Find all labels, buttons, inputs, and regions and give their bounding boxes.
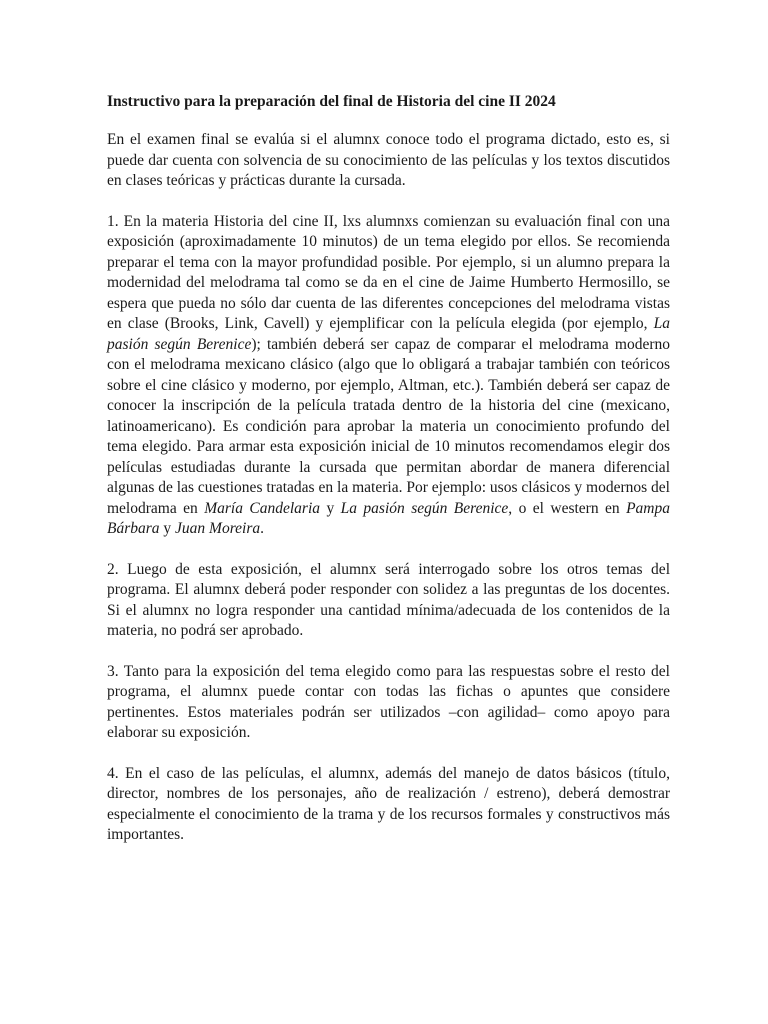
italic-title-text: Pampa Bárbara [107,499,670,537]
italic-title-text: María Candelaria [204,499,321,517]
paragraph-5 [107,764,670,846]
paragraph-2 [107,212,670,540]
paragraph-text: y [159,520,176,537]
paragraph-text: ); también deberá ser capaz de comparar el melodrama moderno con el melodrama mexicano clásico (algo que lo obligará a trabajar también con teóricos sobre el cine clásico y moderno, por ejemplo, Altman, etc.). También deberá ser capaz de conocer la inscripción de la película tratada dentro de la historia del cine (mexicano, latinoamericano). Es condición para aprobar la materia un conocimiento profundo del tema elegido. Para armar esta exposición inicial de 10 minutos recomendamos elegir dos películas estudiadas durante la cursada que permitan abordar de manera diferencial algunas de las cuestiones tratadas en la materia. Por ejemplo: usos clásicos y modernos del melodrama en [107,335,670,517]
paragraph-text: 1. En la materia Historia del cine II, lxs alumnxs comienzan su evaluación final con una exposición (aproximadamente 10 minutos) de un tema elegido por ellos. Se recomienda preparar el tema con la mayor profundidad posible. Por ejemplo, si un alumno prepara la modernidad del melodrama tal como se da en el cine de Jaime Humberto Hermosillo, se espera que pueda no sólo dar cuenta de las diferentes concepciones del melodrama vistas en clase (Brooks, Link, Cavell) y ejemplificar con la película elegida (por ejemplo, [107,212,670,332]
document-title: Instructivo para la preparación del final de Historia del cine II 2024 [107,93,556,110]
document-page [107,92,670,866]
paragraph-1 [107,130,670,192]
paragraph-text: 3. Tanto para la exposición del tema elegido como para las respuestas sobre el resto del programa, el alumnx puede contar con todas las fichas o apuntes que considere pertinentes. Estos materiales podrán ser utilizados –con agilidad– como apoyo para elaborar su exposición. [107,662,670,741]
paragraph-text: En el examen final se evalúa si el alumnx conoce todo el programa dictado, esto es, si puede dar cuenta con solvencia de su conocimiento de las películas y los textos discutidos en clases teóricas y prácticas durante la cursada. [107,131,670,189]
paragraph-4 [107,662,670,744]
italic-title-text: La pasión según Berenice [340,499,509,517]
italic-title-text: La pasión según Berenice [107,315,670,353]
paragraph-text: . [260,520,265,537]
paragraph-text: , o el western en [508,499,627,517]
italic-title-text: Juan Moreira [175,520,261,537]
paragraph-text: 2. Luego de esta exposición, el alumnx será interrogado sobre los otros temas del programa. El alumnx deberá poder responder con solidez a las preguntas de los docentes. Si el alumnx no logra responder una cantidad mínima/adecuada de los contenidos de la materia, no podrá ser aprobado. [107,560,670,639]
paragraph-text: 4. En el caso de las películas, el alumnx, además del manejo de datos básicos (título, director, nombres de los personajes, año de realización / estreno), deberá demostrar especialmente el conocimiento de la trama y de los recursos formales y constructivos más importantes. [107,764,670,843]
paragraph-text: y [320,499,341,517]
paragraph-3 [107,560,670,642]
document-body [107,130,670,846]
